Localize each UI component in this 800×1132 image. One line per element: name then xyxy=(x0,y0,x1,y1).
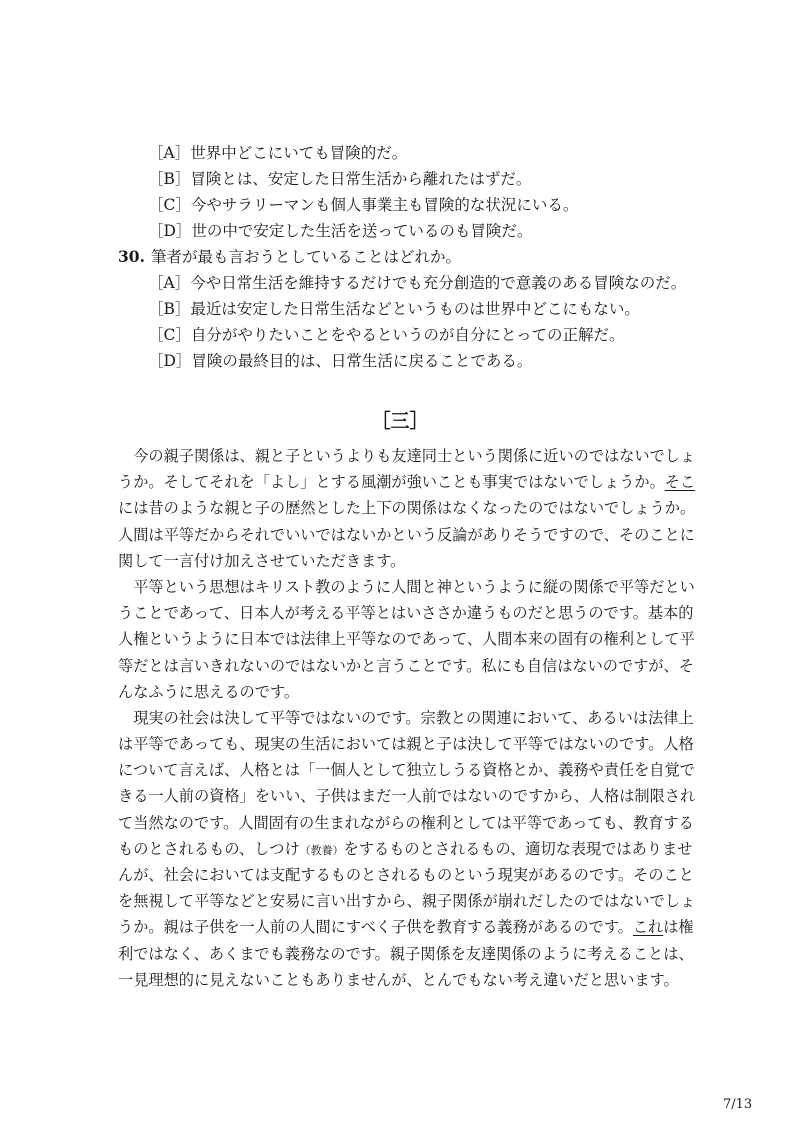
q30-option-a: ［A］今や日常生活を維持するだけでも充分創造的で意義のある冒険なのだ。 xyxy=(148,274,687,292)
passage-line: について言えば、人格とは「一個人として独立しうる資格とか、義務や責任を自覚で xyxy=(118,761,695,780)
question-text: 筆者が最も言おうとしていることはどれか。 xyxy=(150,248,461,266)
passage-text: をするものとされるもの、適切な表現ではありませ xyxy=(343,839,693,858)
section-title: ［三］ xyxy=(371,410,429,432)
underlined-term: これ xyxy=(632,918,664,937)
passage-line xyxy=(118,914,694,940)
passage-line: には昔のような親と子の歴然とした上下の関係はなくなったのではないでしょうか。 xyxy=(118,499,696,518)
passage-line: んが、社会においては支配するものとされるものという現実があるのです。そのこと xyxy=(118,866,694,884)
q29-option-c: ［C］今やサラリーマンも個人事業主も冒険的な状況にいる。 xyxy=(148,196,579,214)
passage-line xyxy=(118,469,696,495)
passage-line: を無視して平等などと安易に言い出すから、親子関係が崩れだしたのではないでしょ xyxy=(118,892,696,911)
q29-option-d: ［D］世の中で安定した生活を送っているのも冒険だ。 xyxy=(148,222,533,240)
passage-text: 現実の社会は決して平等ではないのです。宗教との関連において、あるいは法律上 xyxy=(133,708,694,727)
inline-note: （教養） xyxy=(299,843,344,857)
q29-option-b: ［B］冒険とは、安定した日常生活から離れたはずだ。 xyxy=(148,170,532,188)
passage-line: うことであって、日本人が考える平等とはいささか違うものだと思うのです。基本的 xyxy=(118,604,694,623)
passage-text: 今の親子関係は、親と子というよりも友達同士という関係に近いのではないでしょ xyxy=(133,447,696,465)
question-number: 30. xyxy=(118,247,145,266)
passage-text: うか。そしてそれを「よし」とする風潮が強いことも事実ではないでしょうか。 xyxy=(118,473,665,492)
passage-line: 人権というように日本では法律上平等なのであって、人間本来の固有の権利として平 xyxy=(118,630,695,649)
passage-text: ものとされるもの、しつけ xyxy=(118,839,300,858)
passage-text: うか。親は子供を一人前の人間にすべく子供を教育する義務があるのです。 xyxy=(118,918,633,937)
passage-text: 平等という思想はキリスト教のように人間と神というように縦の関係で平等だとい xyxy=(133,577,695,596)
passage-line: 利ではなく、あくまでも義務なのです。親子関係を友達関係のように考えることは、 xyxy=(118,944,694,963)
passage-line xyxy=(118,574,695,600)
question-30 xyxy=(118,247,461,267)
passage-line: は平等であっても、現実の生活においては親と子は決して平等ではないのです。人格 xyxy=(118,735,694,754)
passage-line: んなふうに思えるのです。 xyxy=(118,682,300,701)
passage-line: 等だとは言いきれないのではないかと言うことです。私にも自信はないのですが、そ xyxy=(118,656,694,675)
reading-passage xyxy=(118,443,696,993)
passage-line: 一見理想的に見えないこともありませんが、とんでもない考え違いだと思います。 xyxy=(118,970,679,989)
passage-line: 人間は平等だからそれでいいではないかという反論がありそうですので、そのことに xyxy=(118,525,695,544)
passage-line: きる一人前の資格」をいい、子供はまだ一人前ではないのですから、人格は制限され xyxy=(118,787,696,806)
passage-line: て当然なのです。人間固有の生まれながらの権利としては平等であっても、教育する xyxy=(118,813,694,832)
passage-line: 関して一言付け加えさせていただきます。 xyxy=(118,551,406,570)
q30-option-c: ［C］自分がやりたいことをやるというのが自分にとっての正解だ。 xyxy=(148,326,625,344)
passage-text: は権 xyxy=(663,918,694,937)
underlined-term: そこ xyxy=(664,473,696,492)
q29-option-a: ［A］世界中どこにいても冒険的だ。 xyxy=(148,144,408,162)
passage-line xyxy=(118,705,694,731)
page-number: 7/13 xyxy=(723,1097,753,1112)
passage-line xyxy=(118,443,696,469)
passage-line xyxy=(118,836,693,862)
q30-option-d: ［D］冒険の最終目的は、日常生活に戻ることである。 xyxy=(148,352,533,370)
q30-option-b: ［B］最近は安定した日常生活などというものは世界中どこにもない。 xyxy=(148,300,640,318)
